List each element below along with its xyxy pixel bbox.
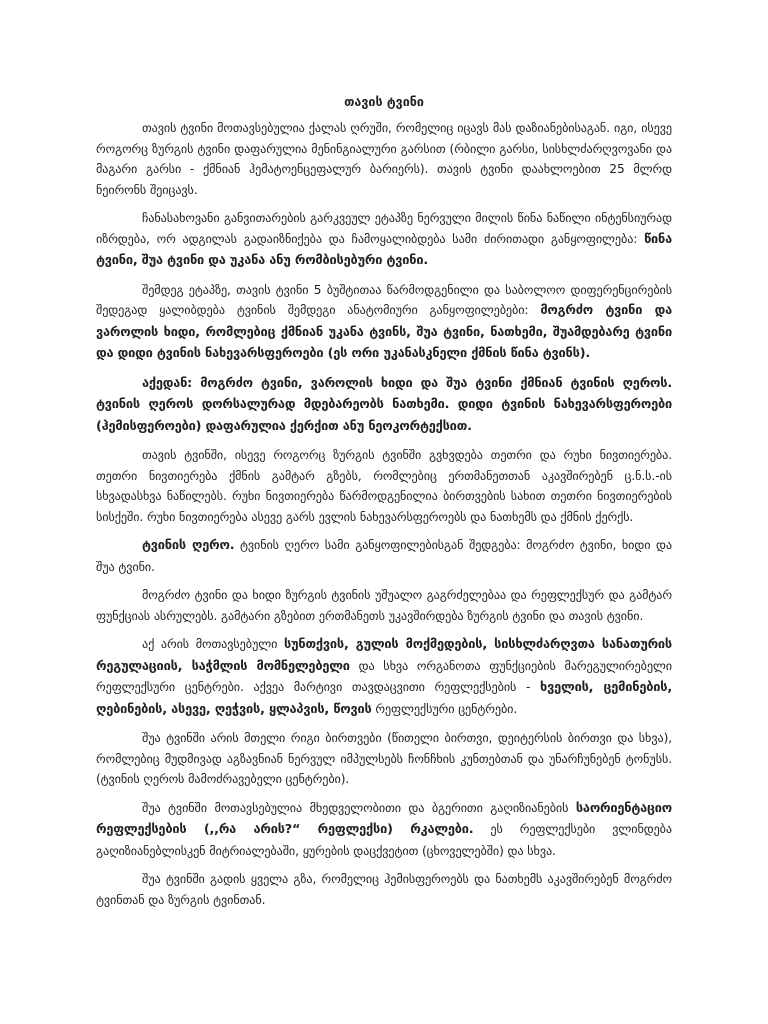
text-run: ტვინის ღერო სამი განყოფილებისგან შედგება: მოგრძო ტვინი, ხიდი და შუა ტვინი. (96, 538, 672, 574)
document-body (96, 118, 672, 910)
text-run: თავის ტვინი მოთავსებულია ქალას ღრუში, რომელიც იცავს მას დაზიანებისაგან. იგი, ისევე როგორც ზურგის ტვინი დაფარულია მენინგიალური გარსით (რბილი გარსი, სისხლძარღვოვანი და მაგარი გარსი - ქმნიან ჰემატოენცეფალურ ბარიერს). თავის ტვინი დაახლოებით 25 მლრდ ნეირონს შეიცავს. (96, 121, 672, 197)
paragraph (96, 373, 672, 438)
text-run: შუა ტვინში მოთავსებულია მხედველობითი და ბგერითი გაღიზიანების (142, 800, 576, 815)
text-run: რეფლექსური ცენტრები. (371, 701, 518, 716)
text-run: ჩანასახოვანი განვითარების გარკვეულ ეტაპზე ნერვული მილის წინა ნაწილი ინტენსიურად იზრდება, ორ ადგილას გადაიზნიქება და ჩამოყალიბდება სამი ძირითადი განყოფილება: (96, 211, 672, 246)
paragraph (96, 280, 672, 365)
paragraph (96, 535, 672, 577)
text-run: თავის ტვინში, ისევე როგორც ზურგის ტვინში გვხვდება თეთრი და რუხი ნივთიერება. თეთრი ნივთიერება ქმნის გამტარ გზებს, რომლებიც ერთმანეთთან აკავშირებენ ც.ნ.ს.-ის სხვადასხვა ნაწილებს. რუხი ნივთიერება წარმოდგენილია ბირთვების სახით თეთრი ნივთიერების სისქეში. რუხი ნივთიერება ასევე გარს ევლის ნახევარსფეროებს და ნათხემს და ქმნის ქერქს. (96, 448, 672, 524)
text-run: შემდეგ ეტაპზე, თავის ტვინი 5 ბუშტითაა წარმოდგენილი და საბოლოო დიფერენცირების შედეგად ყალიბდება ტვინის შემდეგი ანატომიური განყოფილებები: (96, 282, 672, 317)
text-run: მოგრძო ტვინი და ხიდი ზურგის ტვინის უშუალო გაგრძელებაა და რეფლექსურ და გამტარ ფუნქციას ასრულებს. გამტარი გზებით ერთმანეთს უკავშირდება ზურგის ტვინი და თავის ტვინი. (96, 588, 672, 623)
text-run: და სხვა ორგანოთა ფუნქციების მარეგულირებელი რეფლექსური ცენტრები. აქვეა მარტივი თავდაცვითი რეფლექსების - (96, 658, 672, 694)
text-run: შუა ტვინში გადის ყველა გზა, რომელიც ჰემისფეროებს და ნათხემს აკავშირებენ მოგრძო ტვინთან და ზურგის ტვინთან. (96, 872, 672, 907)
paragraph (96, 634, 672, 720)
bold-text: მოგრძო ტვინი და ვაროლის ხიდი, რომლებიც ქმნიან უკანა ტვინს, შუა ტვინი, ნათხემი, შუამდებარე ტვინი და დიდი ტვინის ნახევარსფეროები (ეს ორი უკანასკნელი ქმნის წინა ტვინს). (96, 303, 672, 361)
document-title: თავის ტვინი (344, 94, 424, 109)
bold-text: სუნთქვის, გულის მოქმედების, სისხლძარღვთა სანათურის რეგულაციის, საჭმლის მომნელებელი (96, 637, 672, 674)
paragraph (96, 869, 672, 910)
bold-text: ტვინის ღერო. (142, 538, 235, 553)
bold-text: საორიენტაციო რეფლექსების (,,რა არის?“ რეფლექსი) რკალები. (96, 800, 672, 837)
bold-text: ხველის, ცემინების, ღებინების, ასევე, ღეჭვის, ყლაპვის, წოვის (96, 680, 672, 717)
paragraph (96, 798, 672, 862)
text-run: შუა ტვინში არის მთელი რიგი ბირთვები (წითელი ბირთვი, დეიტერსის ბირთვი და სხვა), რომლებიც მუდმივად აგზავნიან ნერვულ იმპულსებს ჩონჩხის კუნთებთან და უნარჩუნებენ ტონუსს. (ტვინის ღეროს მამოძრავებელი ცენტრები). (96, 731, 672, 786)
paragraph (96, 208, 672, 272)
text-run: ეს რეფლექსები ვლინდება გაღიზიანებლისკენ მიტრიალებაში, ყურების დაცქვეტით (ცხოველებში) და სხვა. (96, 822, 672, 858)
paragraph (96, 728, 672, 790)
text-run: აქ არის მოთავსებული (142, 637, 284, 651)
bold-text: აქედან: მოგრძო ტვინი, ვაროლის ხიდი და შუა ტვინი ქმნიან ტვინის ღეროს. ტვინის ღეროს დორსალურად მდებარეობს ნათხემი. დიდი ტვინის ნახევარსფეროები (ჰემისფეროები) დაფარულია ქერქით ანუ ნეოკორტექსით. (96, 375, 672, 434)
paragraph (96, 585, 672, 626)
paragraph (96, 445, 672, 527)
bold-text: წინა ტვინი, შუა ტვინი და უკანა ანუ რომბისებური ტვინი. (96, 231, 672, 268)
paragraph (96, 118, 672, 200)
